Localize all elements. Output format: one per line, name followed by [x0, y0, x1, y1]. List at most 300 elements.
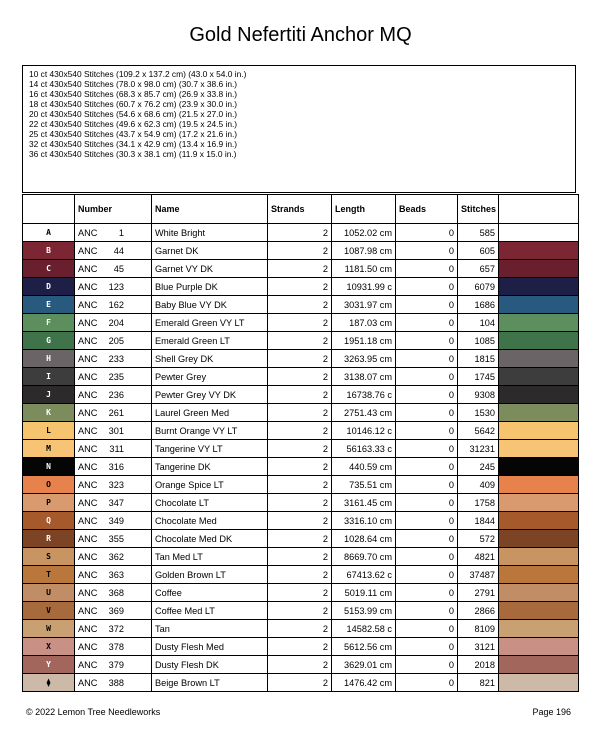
length-cell: 56163.33 c: [332, 440, 396, 458]
stitches-cell: 1530: [458, 404, 499, 422]
length-cell: 3316.10 cm: [332, 512, 396, 530]
table-row: [23, 530, 579, 548]
symbol-cell: K: [23, 404, 75, 422]
strands-cell: 2: [268, 602, 332, 620]
strands-cell: 2: [268, 296, 332, 314]
brand-code: ANC: [78, 533, 98, 544]
length-cell: 1476.42 cm: [332, 674, 396, 692]
color-swatch: [499, 530, 579, 548]
stitches-cell: 1758: [458, 494, 499, 512]
beads-cell: 0: [396, 548, 458, 566]
stitches-cell: 4821: [458, 548, 499, 566]
table-row: [23, 296, 579, 314]
thread-number-cell: [75, 548, 152, 566]
strands-cell: 2: [268, 566, 332, 584]
thread-name-cell: Emerald Green VY LT: [152, 314, 268, 332]
beads-cell: 0: [396, 458, 458, 476]
length-cell: 3629.01 cm: [332, 656, 396, 674]
strands-cell: 2: [268, 332, 332, 350]
length-cell: 14582.58 c: [332, 620, 396, 638]
thread-number-cell: [75, 620, 152, 638]
thread-name-cell: Dusty Flesh DK: [152, 656, 268, 674]
beads-cell: 0: [396, 296, 458, 314]
table-row: [23, 566, 579, 584]
color-swatch: [499, 512, 579, 530]
beads-cell: 0: [396, 242, 458, 260]
thread-number-cell: [75, 260, 152, 278]
table-row: [23, 422, 579, 440]
table-row: [23, 314, 579, 332]
symbol-cell: I: [23, 368, 75, 386]
column-header-strands: Strands: [268, 195, 332, 224]
symbol-cell: M: [23, 440, 75, 458]
brand-code: ANC: [78, 263, 98, 274]
thread-name-cell: Baby Blue VY DK: [152, 296, 268, 314]
beads-cell: 0: [396, 674, 458, 692]
table-row: [23, 278, 579, 296]
column-header-symbol: [23, 195, 75, 224]
strands-cell: 2: [268, 494, 332, 512]
color-swatch: [499, 368, 579, 386]
stitches-cell: 31231: [458, 440, 499, 458]
thread-number-cell: [75, 584, 152, 602]
stitches-cell: 245: [458, 458, 499, 476]
stitches-cell: 821: [458, 674, 499, 692]
length-cell: 10146.12 c: [332, 422, 396, 440]
color-swatch: [499, 278, 579, 296]
thread-name-cell: Dusty Flesh Med: [152, 638, 268, 656]
stitches-cell: 1815: [458, 350, 499, 368]
thread-number: 1: [118, 227, 124, 238]
symbol-cell: Y: [23, 656, 75, 674]
table-row: [23, 512, 579, 530]
brand-code: ANC: [78, 497, 98, 508]
length-cell: 5019.11 cm: [332, 584, 396, 602]
stitches-cell: 8109: [458, 620, 499, 638]
brand-code: ANC: [78, 245, 98, 256]
thread-number-cell: [75, 512, 152, 530]
thread-number-cell: [75, 656, 152, 674]
beads-cell: 0: [396, 512, 458, 530]
fabric-size-line: 25 ct 430x540 Stitches (43.7 x 54.9 cm) (17.2 x 21.6 in.): [29, 129, 238, 139]
thread-name-cell: Beige Brown LT: [152, 674, 268, 692]
beads-cell: 0: [396, 566, 458, 584]
color-swatch: [499, 638, 579, 656]
fabric-size-line: 10 ct 430x540 Stitches (109.2 x 137.2 cm) (43.0 x 54.0 in.): [29, 69, 247, 79]
length-cell: 1087.98 cm: [332, 242, 396, 260]
symbol-cell: J: [23, 386, 75, 404]
thread-name-cell: Tangerine VY LT: [152, 440, 268, 458]
thread-name-cell: Pewter Grey VY DK: [152, 386, 268, 404]
table-row: [23, 656, 579, 674]
beads-cell: 0: [396, 584, 458, 602]
table-row: [23, 458, 579, 476]
column-header-number: Number: [75, 195, 152, 224]
color-swatch: [499, 242, 579, 260]
thread-number-cell: [75, 242, 152, 260]
thread-name-cell: Tangerine DK: [152, 458, 268, 476]
thread-number: 45: [113, 263, 124, 274]
strands-cell: 2: [268, 620, 332, 638]
beads-cell: 0: [396, 224, 458, 242]
strands-cell: 2: [268, 548, 332, 566]
strands-cell: 2: [268, 278, 332, 296]
length-cell: 10931.99 c: [332, 278, 396, 296]
length-cell: 2751.43 cm: [332, 404, 396, 422]
brand-code: ANC: [78, 389, 98, 400]
thread-number-cell: [75, 422, 152, 440]
strands-cell: 2: [268, 350, 332, 368]
color-swatch: [499, 620, 579, 638]
thread-name-cell: Tan Med LT: [152, 548, 268, 566]
stitches-cell: 585: [458, 224, 499, 242]
beads-cell: 0: [396, 260, 458, 278]
length-cell: 735.51 cm: [332, 476, 396, 494]
thread-number: 162: [108, 299, 124, 310]
symbol-cell: E: [23, 296, 75, 314]
beads-cell: 0: [396, 440, 458, 458]
brand-code: ANC: [78, 281, 98, 292]
table-row: [23, 620, 579, 638]
length-cell: 1951.18 cm: [332, 332, 396, 350]
length-cell: 1052.02 cm: [332, 224, 396, 242]
beads-cell: 0: [396, 278, 458, 296]
beads-cell: 0: [396, 332, 458, 350]
thread-number-cell: [75, 440, 152, 458]
brand-code: ANC: [78, 407, 98, 418]
brand-code: ANC: [78, 443, 98, 454]
thread-name-cell: Burnt Orange VY LT: [152, 422, 268, 440]
brand-code: ANC: [78, 227, 98, 238]
fabric-size-line: 14 ct 430x540 Stitches (78.0 x 98.0 cm) (30.7 x 38.6 in.): [29, 79, 238, 89]
thread-number-cell: [75, 224, 152, 242]
strands-cell: 2: [268, 422, 332, 440]
beads-cell: 0: [396, 404, 458, 422]
color-swatch: [499, 476, 579, 494]
stitches-cell: 1686: [458, 296, 499, 314]
brand-code: ANC: [78, 569, 98, 580]
beads-cell: 0: [396, 368, 458, 386]
thread-name-cell: Orange Spice LT: [152, 476, 268, 494]
table-row: [23, 548, 579, 566]
table-row: [23, 242, 579, 260]
color-swatch: [499, 674, 579, 692]
thread-number-cell: [75, 278, 152, 296]
color-swatch: [499, 332, 579, 350]
fabric-size-line: 36 ct 430x540 Stitches (30.3 x 38.1 cm) (11.9 x 15.0 in.): [29, 149, 237, 159]
brand-code: ANC: [78, 353, 98, 364]
color-swatch: [499, 458, 579, 476]
symbol-cell: D: [23, 278, 75, 296]
thread-number-cell: [75, 386, 152, 404]
length-cell: 3138.07 cm: [332, 368, 396, 386]
thread-number-cell: [75, 332, 152, 350]
symbol-cell: P: [23, 494, 75, 512]
length-cell: 3263.95 cm: [332, 350, 396, 368]
brand-code: ANC: [78, 551, 98, 562]
thread-number: 355: [108, 533, 124, 544]
stitches-cell: 409: [458, 476, 499, 494]
thread-number: 204: [108, 317, 124, 328]
thread-number-cell: [75, 638, 152, 656]
brand-code: ANC: [78, 677, 98, 688]
beads-cell: 0: [396, 602, 458, 620]
thread-number: 323: [108, 479, 124, 490]
length-cell: 1181.50 cm: [332, 260, 396, 278]
thread-name-cell: Pewter Grey: [152, 368, 268, 386]
thread-name-cell: Garnet DK: [152, 242, 268, 260]
length-cell: 16738.76 c: [332, 386, 396, 404]
beads-cell: 0: [396, 386, 458, 404]
color-swatch: [499, 386, 579, 404]
table-row: [23, 332, 579, 350]
color-swatch: [499, 314, 579, 332]
beads-cell: 0: [396, 476, 458, 494]
symbol-cell: Q: [23, 512, 75, 530]
stitches-cell: 1085: [458, 332, 499, 350]
page-title: Gold Nefertiti Anchor MQ: [189, 24, 412, 46]
thread-name-cell: Chocolate LT: [152, 494, 268, 512]
thread-number: 347: [108, 497, 124, 508]
strands-cell: 2: [268, 260, 332, 278]
fabric-size-line: 22 ct 430x540 Stitches (49.6 x 62.3 cm) (19.5 x 24.5 in.): [29, 119, 238, 129]
beads-cell: 0: [396, 314, 458, 332]
brand-code: ANC: [78, 605, 98, 616]
color-swatch: [499, 296, 579, 314]
table-row: [23, 494, 579, 512]
strands-cell: 2: [268, 674, 332, 692]
color-swatch: [499, 566, 579, 584]
fabric-sizes-box: [22, 65, 576, 193]
brand-code: ANC: [78, 479, 98, 490]
strands-cell: 2: [268, 584, 332, 602]
table-row: [23, 386, 579, 404]
table-row: [23, 368, 579, 386]
thread-number: 362: [108, 551, 124, 562]
symbol-cell: V: [23, 602, 75, 620]
brand-code: ANC: [78, 515, 98, 526]
thread-number-cell: [75, 368, 152, 386]
thread-name-cell: Coffee: [152, 584, 268, 602]
thread-number: 44: [113, 245, 124, 256]
brand-code: ANC: [78, 587, 98, 598]
thread-number-cell: [75, 296, 152, 314]
thread-name-cell: Coffee Med LT: [152, 602, 268, 620]
length-cell: 187.03 cm: [332, 314, 396, 332]
brand-code: ANC: [78, 335, 98, 346]
fabric-size-line: 18 ct 430x540 Stitches (60.7 x 76.2 cm) (23.9 x 30.0 in.): [29, 99, 238, 109]
strands-cell: 2: [268, 638, 332, 656]
thread-number-cell: [75, 404, 152, 422]
thread-number-cell: [75, 476, 152, 494]
thread-number: 235: [108, 371, 124, 382]
table-row: [23, 260, 579, 278]
color-swatch: [499, 584, 579, 602]
stitches-cell: 1745: [458, 368, 499, 386]
symbol-cell: S: [23, 548, 75, 566]
color-swatch: [499, 224, 579, 242]
strands-cell: 2: [268, 314, 332, 332]
stitches-cell: 6079: [458, 278, 499, 296]
table-row: [23, 602, 579, 620]
thread-name-cell: Blue Purple DK: [152, 278, 268, 296]
strands-cell: 2: [268, 404, 332, 422]
color-swatch: [499, 350, 579, 368]
column-header-beads: Beads: [396, 195, 458, 224]
thread-name-cell: Emerald Green LT: [152, 332, 268, 350]
color-swatch: [499, 422, 579, 440]
length-cell: 5153.99 cm: [332, 602, 396, 620]
table-row: [23, 440, 579, 458]
strands-cell: 2: [268, 386, 332, 404]
symbol-cell: X: [23, 638, 75, 656]
color-swatch: [499, 602, 579, 620]
thread-number: 379: [108, 659, 124, 670]
symbol-cell: W: [23, 620, 75, 638]
table-row: [23, 224, 579, 242]
thread-number-cell: [75, 458, 152, 476]
stitches-cell: 572: [458, 530, 499, 548]
thread-name-cell: Chocolate Med: [152, 512, 268, 530]
symbol-cell: G: [23, 332, 75, 350]
stitches-cell: 1844: [458, 512, 499, 530]
beads-cell: 0: [396, 422, 458, 440]
thread-number: 311: [109, 443, 124, 454]
thread-number-cell: [75, 494, 152, 512]
table-row: [23, 350, 579, 368]
beads-cell: 0: [396, 350, 458, 368]
beads-cell: 0: [396, 638, 458, 656]
table-row: [23, 476, 579, 494]
stitches-cell: 657: [458, 260, 499, 278]
length-cell: 440.59 cm: [332, 458, 396, 476]
table-row: [23, 674, 579, 692]
thread-number: 368: [108, 587, 124, 598]
brand-code: ANC: [78, 461, 98, 472]
strands-cell: 2: [268, 458, 332, 476]
thread-number: 388: [108, 677, 124, 688]
thread-number-cell: [75, 674, 152, 692]
symbol-cell: ⧫: [23, 674, 75, 692]
symbol-cell: B: [23, 242, 75, 260]
beads-cell: 0: [396, 494, 458, 512]
thread-legend-table: [22, 194, 579, 692]
length-cell: 3031.97 cm: [332, 296, 396, 314]
symbol-cell: T: [23, 566, 75, 584]
symbol-cell: U: [23, 584, 75, 602]
column-header-swatch: [499, 195, 579, 224]
brand-code: ANC: [78, 623, 98, 634]
thread-number: 233: [108, 353, 124, 364]
symbol-cell: F: [23, 314, 75, 332]
brand-code: ANC: [78, 299, 98, 310]
beads-cell: 0: [396, 530, 458, 548]
strands-cell: 2: [268, 512, 332, 530]
thread-number: 372: [108, 623, 124, 634]
thread-number-cell: [75, 314, 152, 332]
copyright-text: © 2022 Lemon Tree Needleworks: [26, 707, 161, 717]
thread-name-cell: Shell Grey DK: [152, 350, 268, 368]
fabric-size-line: 16 ct 430x540 Stitches (68.3 x 85.7 cm) (26.9 x 33.8 in.): [29, 89, 238, 99]
brand-code: ANC: [78, 659, 98, 670]
strands-cell: 2: [268, 476, 332, 494]
thread-number-cell: [75, 566, 152, 584]
thread-number-cell: [75, 530, 152, 548]
strands-cell: 2: [268, 224, 332, 242]
length-cell: 5612.56 cm: [332, 638, 396, 656]
thread-number: 349: [108, 515, 124, 526]
page-number: Page 196: [532, 707, 571, 717]
thread-number-cell: [75, 602, 152, 620]
thread-number: 123: [108, 281, 124, 292]
beads-cell: 0: [396, 656, 458, 674]
stitches-cell: 5642: [458, 422, 499, 440]
symbol-cell: O: [23, 476, 75, 494]
thread-number: 236: [108, 389, 124, 400]
color-swatch: [499, 548, 579, 566]
symbol-cell: L: [23, 422, 75, 440]
table-row: [23, 638, 579, 656]
thread-number: 261: [108, 407, 124, 418]
thread-number: 369: [108, 605, 124, 616]
stitches-cell: 37487: [458, 566, 499, 584]
thread-name-cell: Garnet VY DK: [152, 260, 268, 278]
stitches-cell: 2791: [458, 584, 499, 602]
column-header-length: Length: [332, 195, 396, 224]
brand-code: ANC: [78, 317, 98, 328]
thread-number: 205: [108, 335, 124, 346]
table-row: [23, 404, 579, 422]
thread-name-cell: Laurel Green Med: [152, 404, 268, 422]
thread-name-cell: Golden Brown LT: [152, 566, 268, 584]
thread-name-cell: Chocolate Med DK: [152, 530, 268, 548]
fabric-size-line: 20 ct 430x540 Stitches (54.6 x 68.6 cm) (21.5 x 27.0 in.): [29, 109, 238, 119]
length-cell: 3161.45 cm: [332, 494, 396, 512]
table-header-row: [23, 195, 579, 224]
symbol-cell: A: [23, 224, 75, 242]
fabric-size-line: 32 ct 430x540 Stitches (34.1 x 42.9 cm) (13.4 x 16.9 in.): [29, 139, 238, 149]
brand-code: ANC: [78, 425, 98, 436]
symbol-cell: N: [23, 458, 75, 476]
strands-cell: 2: [268, 368, 332, 386]
column-header-name: Name: [152, 195, 268, 224]
brand-code: ANC: [78, 641, 98, 652]
thread-number: 301: [108, 425, 124, 436]
table-row: [23, 584, 579, 602]
stitches-cell: 104: [458, 314, 499, 332]
color-swatch: [499, 494, 579, 512]
thread-number: 316: [108, 461, 124, 472]
length-cell: 67413.62 c: [332, 566, 396, 584]
beads-cell: 0: [396, 620, 458, 638]
color-swatch: [499, 440, 579, 458]
thread-name-cell: Tan: [152, 620, 268, 638]
thread-number: 378: [108, 641, 124, 652]
thread-number-cell: [75, 350, 152, 368]
color-swatch: [499, 404, 579, 422]
thread-name-cell: White Bright: [152, 224, 268, 242]
column-header-stitches: Stitches: [458, 195, 499, 224]
symbol-cell: C: [23, 260, 75, 278]
thread-number: 363: [108, 569, 124, 580]
stitches-cell: 605: [458, 242, 499, 260]
stitches-cell: 2866: [458, 602, 499, 620]
color-swatch: [499, 656, 579, 674]
stitches-cell: 2018: [458, 656, 499, 674]
length-cell: 1028.64 cm: [332, 530, 396, 548]
strands-cell: 2: [268, 242, 332, 260]
brand-code: ANC: [78, 371, 98, 382]
